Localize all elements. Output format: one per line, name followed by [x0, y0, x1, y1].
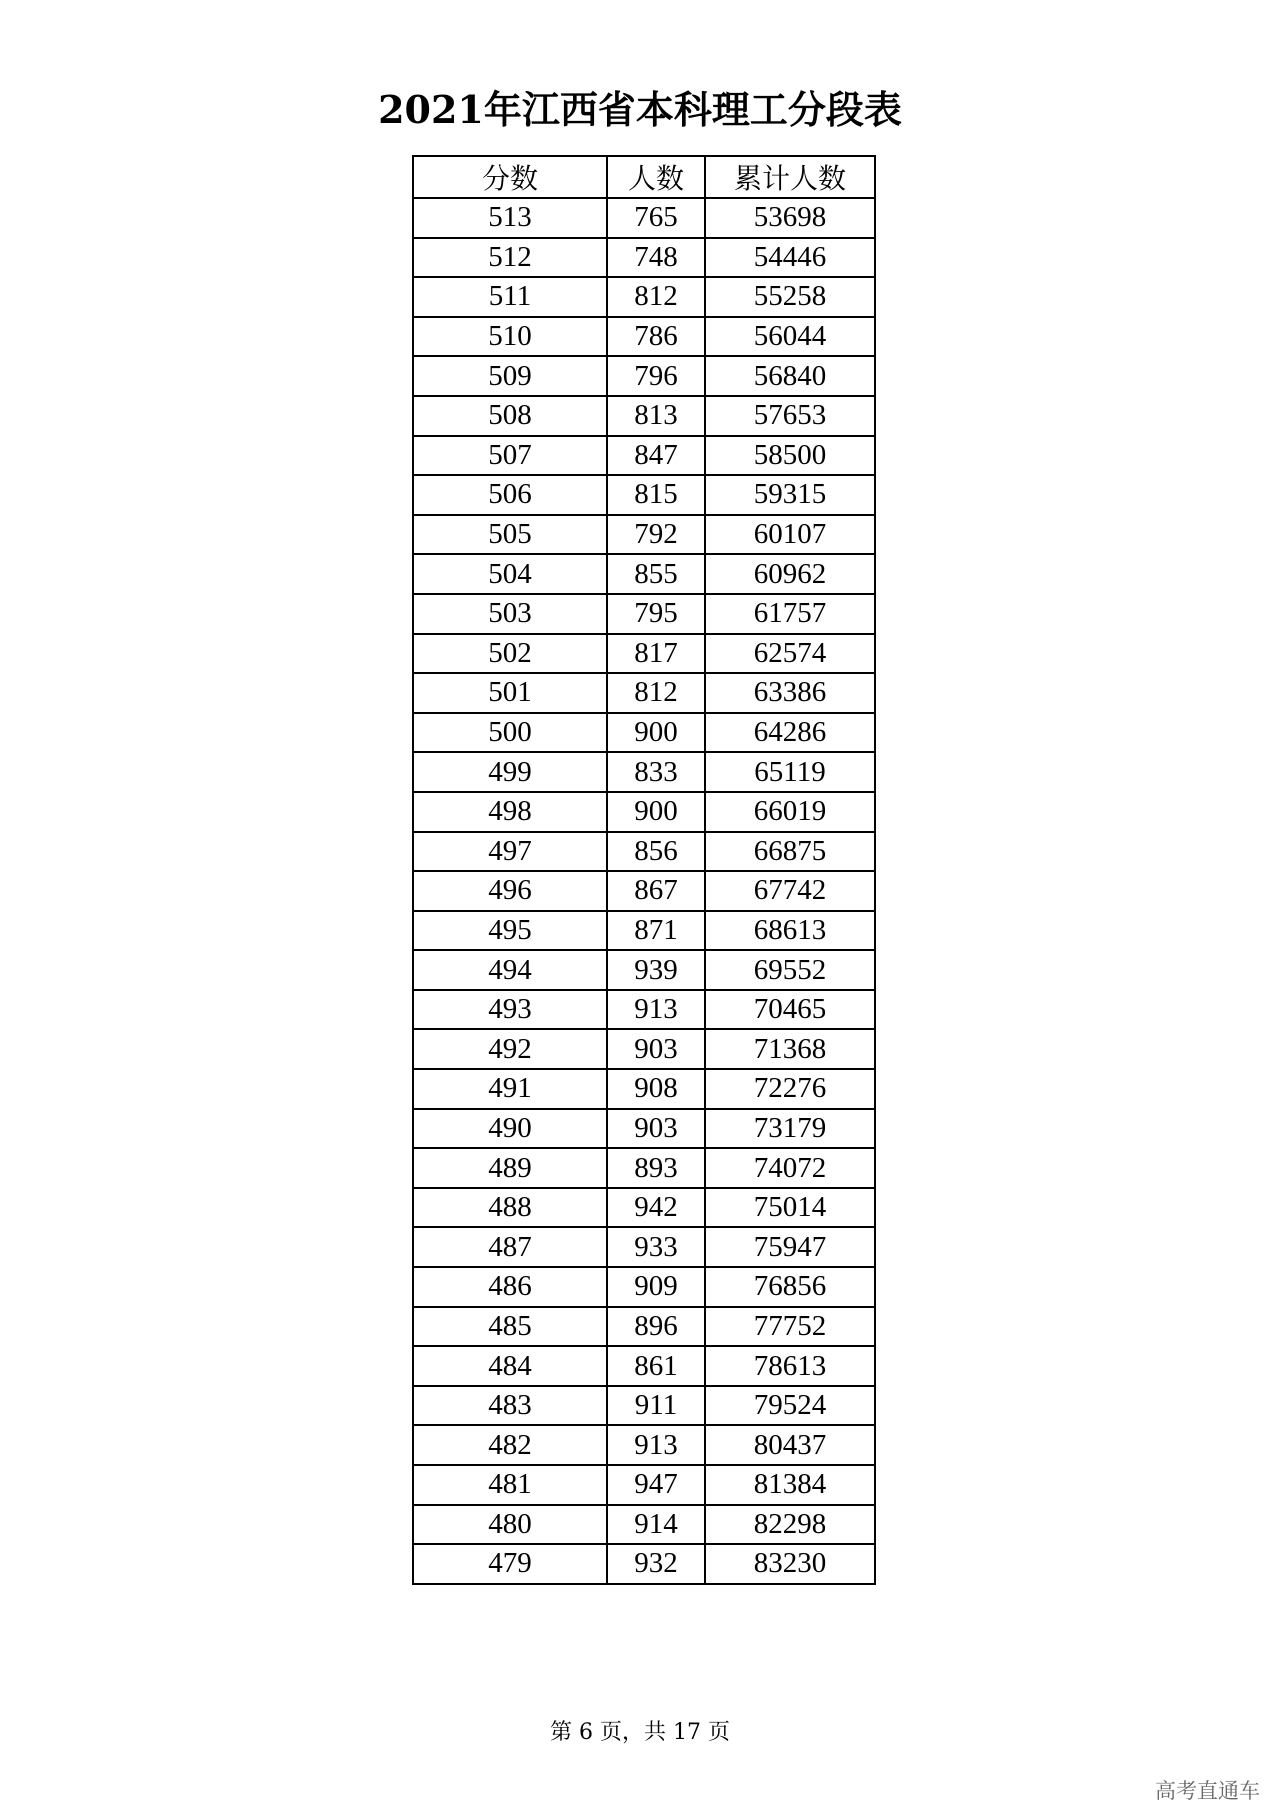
cumulative-cell: 72276 [705, 1069, 875, 1109]
score-cell: 508 [413, 396, 607, 436]
count-cell: 903 [607, 1029, 705, 1069]
count-cell: 933 [607, 1227, 705, 1267]
watermark: 高考直通车 [1155, 1779, 1260, 1803]
table-row [413, 911, 875, 951]
cumulative-cell: 82298 [705, 1505, 875, 1545]
table-row [413, 317, 875, 357]
table-row [413, 396, 875, 436]
score-cell: 485 [413, 1307, 607, 1347]
page-number: 第 6 页，共 17 页 [550, 1720, 730, 1745]
count-cell: 942 [607, 1188, 705, 1228]
table-row [413, 515, 875, 555]
cumulative-cell: 80437 [705, 1425, 875, 1465]
score-cell: 503 [413, 594, 607, 634]
score-cell: 496 [413, 871, 607, 911]
count-cell: 812 [607, 277, 705, 317]
cumulative-cell: 74072 [705, 1148, 875, 1188]
count-cell: 939 [607, 950, 705, 990]
score-cell: 493 [413, 990, 607, 1030]
score-cell: 510 [413, 317, 607, 357]
table-row [413, 594, 875, 634]
cumulative-cell: 59315 [705, 475, 875, 515]
score-cell: 501 [413, 673, 607, 713]
count-cell: 900 [607, 792, 705, 832]
table-row [413, 238, 875, 278]
cumulative-cell: 78613 [705, 1346, 875, 1386]
table-row [413, 950, 875, 990]
count-cell: 765 [607, 198, 705, 238]
score-cell: 488 [413, 1188, 607, 1228]
cumulative-cell: 83230 [705, 1544, 875, 1584]
score-cell: 495 [413, 911, 607, 951]
cumulative-cell: 64286 [705, 713, 875, 753]
column-header-count: 人数 [607, 156, 705, 198]
table-row [413, 1069, 875, 1109]
count-cell: 903 [607, 1109, 705, 1149]
cumulative-cell: 60107 [705, 515, 875, 555]
table-row [413, 1386, 875, 1426]
count-cell: 914 [607, 1505, 705, 1545]
table-row [413, 198, 875, 238]
table-row [413, 1267, 875, 1307]
count-cell: 932 [607, 1544, 705, 1584]
table-row [413, 1148, 875, 1188]
table-row [413, 673, 875, 713]
score-cell: 484 [413, 1346, 607, 1386]
score-cell: 506 [413, 475, 607, 515]
score-cell: 490 [413, 1109, 607, 1149]
score-cell: 486 [413, 1267, 607, 1307]
score-cell: 482 [413, 1425, 607, 1465]
count-cell: 855 [607, 554, 705, 594]
count-cell: 908 [607, 1069, 705, 1109]
score-cell: 509 [413, 356, 607, 396]
column-header-score: 分数 [413, 156, 607, 198]
count-cell: 947 [607, 1465, 705, 1505]
table-row [413, 356, 875, 396]
score-cell: 507 [413, 436, 607, 476]
score-cell: 513 [413, 198, 607, 238]
table-row [413, 1307, 875, 1347]
count-cell: 909 [607, 1267, 705, 1307]
cumulative-cell: 56044 [705, 317, 875, 357]
cumulative-cell: 69552 [705, 950, 875, 990]
cumulative-cell: 70465 [705, 990, 875, 1030]
score-cell: 494 [413, 950, 607, 990]
count-cell: 748 [607, 238, 705, 278]
cumulative-cell: 53698 [705, 198, 875, 238]
cumulative-cell: 54446 [705, 238, 875, 278]
table-row [413, 752, 875, 792]
cumulative-cell: 67742 [705, 871, 875, 911]
cumulative-cell: 73179 [705, 1109, 875, 1149]
cumulative-cell: 68613 [705, 911, 875, 951]
count-cell: 861 [607, 1346, 705, 1386]
count-cell: 871 [607, 911, 705, 951]
table-row [413, 554, 875, 594]
score-cell: 489 [413, 1148, 607, 1188]
count-cell: 867 [607, 871, 705, 911]
table-row [413, 832, 875, 872]
count-cell: 796 [607, 356, 705, 396]
count-cell: 856 [607, 832, 705, 872]
score-cell: 498 [413, 792, 607, 832]
cumulative-cell: 63386 [705, 673, 875, 713]
count-cell: 813 [607, 396, 705, 436]
cumulative-cell: 66875 [705, 832, 875, 872]
cumulative-cell: 57653 [705, 396, 875, 436]
cumulative-cell: 60962 [705, 554, 875, 594]
score-cell: 480 [413, 1505, 607, 1545]
cumulative-cell: 58500 [705, 436, 875, 476]
column-header-cumulative: 累计人数 [705, 156, 875, 198]
cumulative-cell: 65119 [705, 752, 875, 792]
table-row [413, 1029, 875, 1069]
table-row [413, 871, 875, 911]
table-row [413, 1346, 875, 1386]
score-cell: 479 [413, 1544, 607, 1584]
count-cell: 786 [607, 317, 705, 357]
score-cell: 497 [413, 832, 607, 872]
score-cell: 481 [413, 1465, 607, 1505]
score-cell: 491 [413, 1069, 607, 1109]
table-row [413, 1505, 875, 1545]
cumulative-cell: 79524 [705, 1386, 875, 1426]
cumulative-cell: 77752 [705, 1307, 875, 1347]
table-row [413, 1227, 875, 1267]
count-cell: 913 [607, 990, 705, 1030]
table-row [413, 1109, 875, 1149]
table-row [413, 1544, 875, 1584]
cumulative-cell: 76856 [705, 1267, 875, 1307]
count-cell: 833 [607, 752, 705, 792]
score-cell: 499 [413, 752, 607, 792]
table-row [413, 792, 875, 832]
count-cell: 815 [607, 475, 705, 515]
table-row [413, 713, 875, 753]
table-header-row [413, 156, 875, 198]
count-cell: 817 [607, 634, 705, 674]
page-title: 2021年江西省本科理工分段表 [378, 87, 902, 132]
count-cell: 913 [607, 1425, 705, 1465]
score-cell: 511 [413, 277, 607, 317]
cumulative-cell: 75014 [705, 1188, 875, 1228]
score-distribution-table [412, 155, 876, 1585]
score-cell: 500 [413, 713, 607, 753]
cumulative-cell: 81384 [705, 1465, 875, 1505]
score-cell: 504 [413, 554, 607, 594]
cumulative-cell: 62574 [705, 634, 875, 674]
score-cell: 505 [413, 515, 607, 555]
table-row [413, 1425, 875, 1465]
table-row [413, 990, 875, 1030]
cumulative-cell: 71368 [705, 1029, 875, 1069]
table-row [413, 475, 875, 515]
cumulative-cell: 66019 [705, 792, 875, 832]
score-cell: 512 [413, 238, 607, 278]
table-row [413, 634, 875, 674]
count-cell: 792 [607, 515, 705, 555]
table-row [413, 436, 875, 476]
count-cell: 896 [607, 1307, 705, 1347]
cumulative-cell: 61757 [705, 594, 875, 634]
cumulative-cell: 56840 [705, 356, 875, 396]
score-cell: 483 [413, 1386, 607, 1426]
cumulative-cell: 75947 [705, 1227, 875, 1267]
count-cell: 795 [607, 594, 705, 634]
score-cell: 487 [413, 1227, 607, 1267]
table-row [413, 1465, 875, 1505]
score-cell: 502 [413, 634, 607, 674]
cumulative-cell: 55258 [705, 277, 875, 317]
count-cell: 900 [607, 713, 705, 753]
count-cell: 847 [607, 436, 705, 476]
score-cell: 492 [413, 1029, 607, 1069]
count-cell: 812 [607, 673, 705, 713]
count-cell: 911 [607, 1386, 705, 1426]
table-row [413, 277, 875, 317]
count-cell: 893 [607, 1148, 705, 1188]
table-row [413, 1188, 875, 1228]
